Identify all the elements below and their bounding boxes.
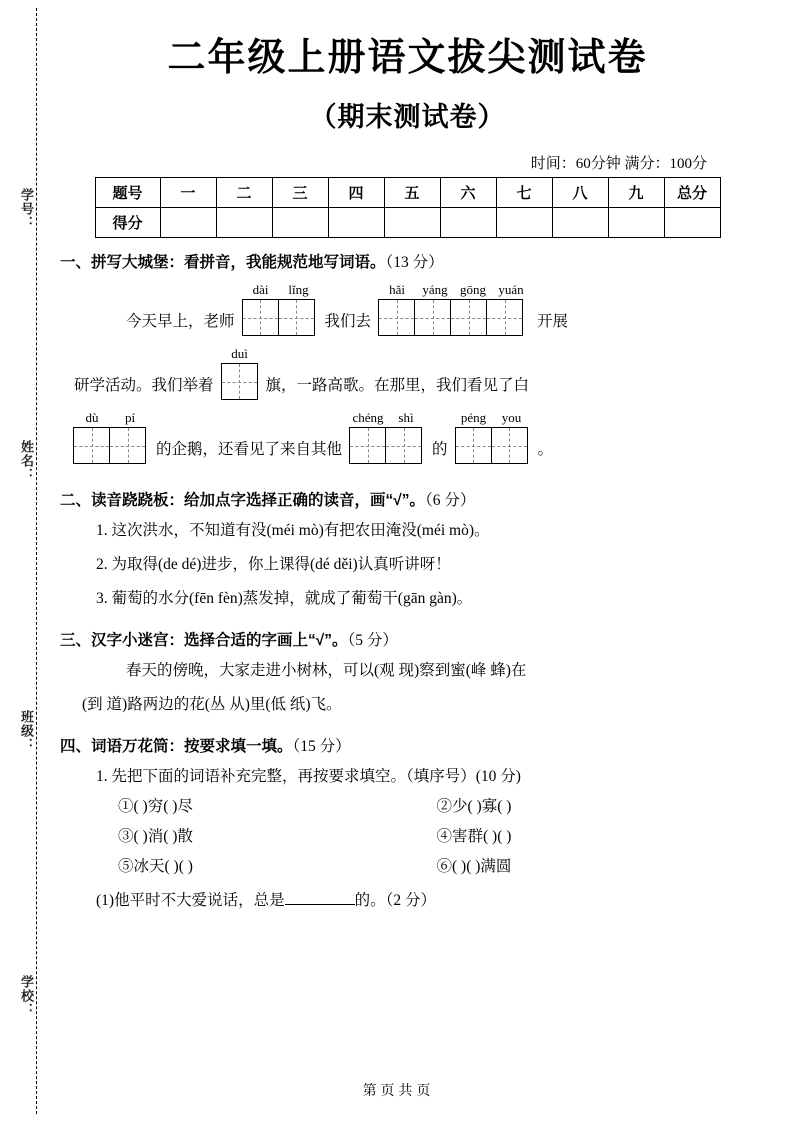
- tianzige-cell[interactable]: [491, 427, 528, 464]
- score-header-cell: 题号: [95, 178, 160, 208]
- q2-item-1: 1. 这次洪水，不知道有没(méi mò)有把农田淹没(méi mò)。: [96, 522, 490, 539]
- tianzige-cell[interactable]: [349, 427, 386, 464]
- q1-group-haiyanggongyuan: [378, 282, 530, 336]
- q1-line2-post: 旗，一路高歌。在那里，我们看见了白: [265, 377, 530, 394]
- q4-blank-item[interactable]: ④害群( )( ): [436, 828, 512, 845]
- side-label-banji: 班级：: [19, 710, 34, 752]
- tianzige-cell[interactable]: [455, 427, 492, 464]
- score-header-cell: 四: [328, 178, 384, 208]
- score-header-cell: 三: [272, 178, 328, 208]
- q4-blank-item[interactable]: ③( )消( )散: [118, 828, 193, 845]
- score-input-cell[interactable]: [272, 208, 328, 238]
- q4-blank-item[interactable]: ⑤冰天( )( ): [118, 858, 193, 875]
- q4-blank-row: [60, 792, 755, 822]
- fold-dashed-line: [36, 8, 37, 1114]
- tianzige-cell[interactable]: [414, 299, 451, 336]
- q3-line-2: (到 道)路两边的花(丛 从)里(低 纸)飞。: [82, 696, 342, 713]
- q4-blank-row: [60, 822, 755, 852]
- q1-line-2: [60, 346, 755, 400]
- q1-group-dupi: [73, 410, 149, 464]
- tianzige-cell[interactable]: [450, 299, 487, 336]
- q1-group-pengyou: [455, 410, 531, 464]
- score-header-cell: 八: [552, 178, 608, 208]
- score-header-cell: 九: [608, 178, 664, 208]
- section-4-title: 四、词语万花筒：按要求填一填。: [60, 738, 293, 755]
- score-input-cell[interactable]: [552, 208, 608, 238]
- q4-blank-item[interactable]: ②少( )寡( ): [436, 798, 512, 815]
- section-1-points: （13 分）: [385, 254, 444, 271]
- q4-sub2-pre: (1)他平时不大爱说话，总是: [96, 892, 285, 909]
- side-label-xingming: 姓名：: [19, 440, 34, 482]
- q1-line3-mid: 的企鹅，还看见了来自其他: [156, 441, 343, 458]
- q3-line-1: 春天的傍晚，大家走进小树林，可以(观 现)察到蜜(峰 蜂)在: [126, 662, 527, 679]
- tianzige-group[interactable]: [455, 427, 531, 464]
- tianzige-cell[interactable]: [378, 299, 415, 336]
- score-table: [95, 177, 721, 238]
- score-input-cell[interactable]: [384, 208, 440, 238]
- score-input-cell[interactable]: [440, 208, 496, 238]
- pinyin-peng-you: péng you: [460, 410, 522, 425]
- q1-line1-post: 开展: [537, 313, 569, 330]
- score-input-cell[interactable]: [160, 208, 216, 238]
- score-input-cell[interactable]: [608, 208, 664, 238]
- exam-info: 时间：60分钟 满分：100分: [530, 156, 707, 172]
- pinyin-dui: duì: [231, 346, 248, 361]
- tianzige-group[interactable]: [378, 299, 530, 336]
- side-label-xuehao: 学号：: [19, 188, 34, 230]
- q4-blank-row: [60, 852, 755, 882]
- tianzige-cell[interactable]: [73, 427, 110, 464]
- page-footer: 第 页 共 页: [362, 1082, 431, 1098]
- tianzige-cell[interactable]: [109, 427, 146, 464]
- score-header-cell: 二: [216, 178, 272, 208]
- q1-line3-mid2: 的: [432, 441, 448, 458]
- q4-sub1: 1. 先把下面的词语补充完整，再按要求填空。（填序号）(10 分): [96, 768, 521, 785]
- pinyin-du-pi: dù pí: [85, 410, 136, 425]
- q1-line-3: [60, 410, 755, 464]
- q2-item-3: 3. 葡萄的水分(fēn fèn)蒸发掉，就成了葡萄干(gān gàn)。: [96, 590, 473, 607]
- section-1-title: 一、拼写大城堡：看拼音，我能规范地写词语。: [60, 254, 386, 271]
- score-input-cell[interactable]: [496, 208, 552, 238]
- score-header-cell: 七: [496, 178, 552, 208]
- score-row-label: 得分: [95, 208, 160, 238]
- tianzige-group[interactable]: [73, 427, 149, 464]
- score-header-cell: 总分: [664, 178, 720, 208]
- section-heading-2: [60, 488, 755, 510]
- pinyin-dai-ling: dài lǐng: [252, 282, 309, 297]
- score-input-cell[interactable]: [328, 208, 384, 238]
- score-input-cell[interactable]: [664, 208, 720, 238]
- section-2-title: 二、读音跷跷板：给加点字选择正确的读音，画“√”。: [60, 492, 426, 509]
- q1-line2-pre: 研学活动。我们举着: [74, 377, 214, 394]
- score-header-cell: 六: [440, 178, 496, 208]
- q4-blank-item[interactable]: ①( )穷( )尽: [118, 798, 193, 815]
- q1-line1-mid: 我们去: [324, 313, 372, 330]
- tianzige-cell[interactable]: [486, 299, 523, 336]
- tianzige-cell[interactable]: [278, 299, 315, 336]
- section-4-points: （15 分）: [292, 738, 351, 755]
- q4-answer-blank[interactable]: [285, 904, 355, 905]
- section-heading-4: [60, 734, 755, 756]
- q4-blank-item[interactable]: ⑥( )( )满圆: [436, 858, 512, 875]
- section-3-points: （5 分）: [347, 632, 398, 649]
- q1-line-1: [60, 282, 755, 336]
- q1-group-dui: [221, 346, 259, 400]
- q1-group-chengshi: [349, 410, 425, 464]
- tianzige-cell[interactable]: [385, 427, 422, 464]
- table-row: [95, 208, 720, 238]
- q1-group-dailing: [242, 282, 318, 336]
- tianzige-cell[interactable]: [221, 363, 258, 400]
- q4-sub2: [60, 886, 755, 916]
- section-heading-3: [60, 628, 755, 650]
- score-header-cell: 一: [160, 178, 216, 208]
- pinyin-hai-yang-gong-yuan: hǎi yáng gōng yuán: [389, 282, 524, 297]
- score-header-cell: 五: [384, 178, 440, 208]
- q4-sub2-post: 的。（2 分）: [354, 892, 436, 909]
- page-subtitle: （期末测试卷）: [309, 102, 506, 132]
- q1-line3-post: 。: [537, 441, 554, 458]
- tianzige-group[interactable]: [349, 427, 425, 464]
- tianzige-cell[interactable]: [242, 299, 279, 336]
- table-row: [95, 178, 720, 208]
- section-heading-1: [60, 250, 755, 272]
- section-2-points: （6 分）: [425, 492, 476, 509]
- section-3-title: 三、汉字小迷宫：选择合适的字画上“√”。: [60, 632, 348, 649]
- tianzige-group[interactable]: [242, 299, 318, 336]
- side-label-xuexiao: 学校：: [19, 975, 34, 1017]
- pinyin-cheng-shi: chéng shì: [352, 410, 414, 425]
- q1-line1-pre: 今天早上，老师: [126, 313, 235, 330]
- page-title: 二年级上册语文拔尖测试卷: [167, 37, 648, 79]
- q2-item-2: 2. 为取得(de dé)进步，你上课得(dé děi)认真听讲呀！: [96, 556, 451, 573]
- tianzige-group[interactable]: [221, 363, 259, 400]
- score-input-cell[interactable]: [216, 208, 272, 238]
